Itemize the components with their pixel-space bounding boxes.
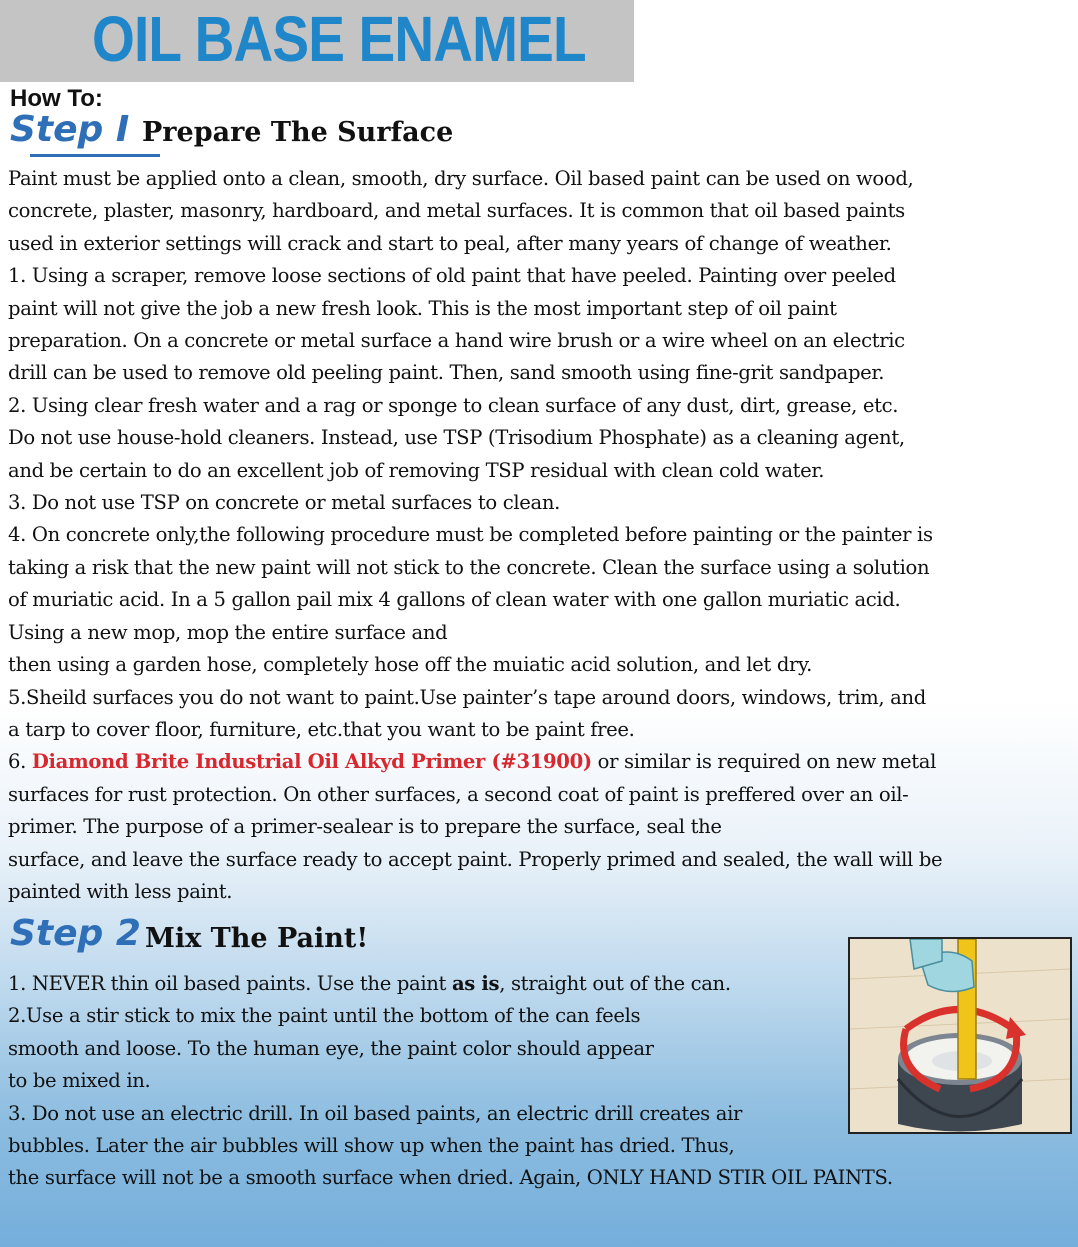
step1-line: Using a new mop, mop the entire surface and [8,620,448,644]
stir-paint-illustration [848,937,1072,1134]
step1-line: paint will not give the job a new fresh look. This is the most important step of oil paint [8,296,837,320]
step1-line: concrete, plaster, masonry, hardboard, and metal surfaces. It is common that oil based paints [8,199,905,223]
step2-label: Step 2 [10,913,141,954]
step1-line: 2. Using clear fresh water and a rag or sponge to clean surface of any dust, dirt, grease, etc. [8,393,899,417]
step2-line: 3. Do not use an electric drill. In oil based paints, an electric drill creates air [8,1101,743,1125]
step1-line: preparation. On a concrete or metal surface a hand wire brush or a wire wheel on an electric [8,329,905,353]
step1-line: of muriatic acid. In a 5 gallon pail mix 4 gallons of clean water with one gallon muriatic acid. [8,588,901,612]
step1-line: a tarp to cover floor, furniture, etc.that you want to be paint free. [8,717,635,741]
step2-line: the surface will not be a smooth surface when dried. Again, ONLY HAND STIR OIL PAINTS. [8,1166,893,1190]
step1-line: used in exterior settings will crack and start to peal, after many years of change of weather. [8,231,892,255]
step1-line: Do not use house-hold cleaners. Instead, use TSP (Trisodium Phosphate) as a cleaning agent, [8,426,905,450]
step1-line: drill can be used to remove old peeling paint. Then, sand smooth using fine-grit sandpaper. [8,361,885,385]
step1-line: primer. The purpose of a primer-sealear is to prepare the surface, seal the [8,815,722,839]
stir-paint-image [850,939,1070,1132]
step1-label: Step I [10,109,130,150]
step1-line: painted with less paint. [8,879,233,903]
title-banner [0,0,634,82]
step1-line: 1. Using a scraper, remove loose sections of old paint that have peeled. Painting over peeled [8,264,896,288]
step1-title: Prepare The Surface [142,117,454,148]
step2-line1-bold: as is [451,972,500,995]
step1-line: then using a garden hose, completely hose off the muiatic acid solution, and let dry. [8,653,813,677]
step1-line: surfaces for rust protection. On other surfaces, a second coat of paint is preffered over an oil- [8,782,909,806]
item6-prefix: 6. [8,750,32,774]
step1-line: 5.Sheild surfaces you do not want to paint.Use painter’s tape around doors, windows, trim, and [8,685,926,709]
how-to-heading: How To: [10,85,103,112]
step1-underline [30,154,160,157]
step2-line: to be mixed in. [8,1069,151,1093]
step2-line: bubbles. Later the air bubbles will show up when the paint has dried. Thus, [8,1134,735,1158]
step2-line: smooth and loose. To the human eye, the paint color should appear [8,1036,654,1060]
step1-line: surface, and leave the surface ready to accept paint. Properly primed and sealed, the wall will be [8,847,943,871]
primer-product-name: Diamond Brite Industrial Oil Alkyd Primer (#31900) [31,750,592,774]
step1-line: 4. On concrete only,the following procedure must be completed before painting or the painter is [8,523,933,547]
step2-line: 2.Use a stir stick to mix the paint until the bottom of the can feels [8,1004,641,1028]
step2-line1-suffix: , straight out of the can. [499,972,731,995]
step1-item6 [8,746,1074,778]
step1-line: 3. Do not use TSP on concrete or metal surfaces to clean. [8,491,561,515]
item6-suffix: or similar is required on new metal [591,750,937,774]
page-title: OIL BASE ENAMEL [92,3,586,75]
step2-title: Mix The Paint! [145,923,369,954]
step1-line: and be certain to do an excellent job of removing TSP residual with clean cold water. [8,458,825,482]
step1-body [8,163,1074,908]
step2-line1-prefix: 1. NEVER thin oil based paints. Use the paint [8,972,452,995]
step1-line: Paint must be applied onto a clean, smooth, dry surface. Oil based paint can be used on wood, [8,167,914,190]
step1-line: taking a risk that the new paint will not stick to the concrete. Clean the surface using a solution [8,555,930,579]
